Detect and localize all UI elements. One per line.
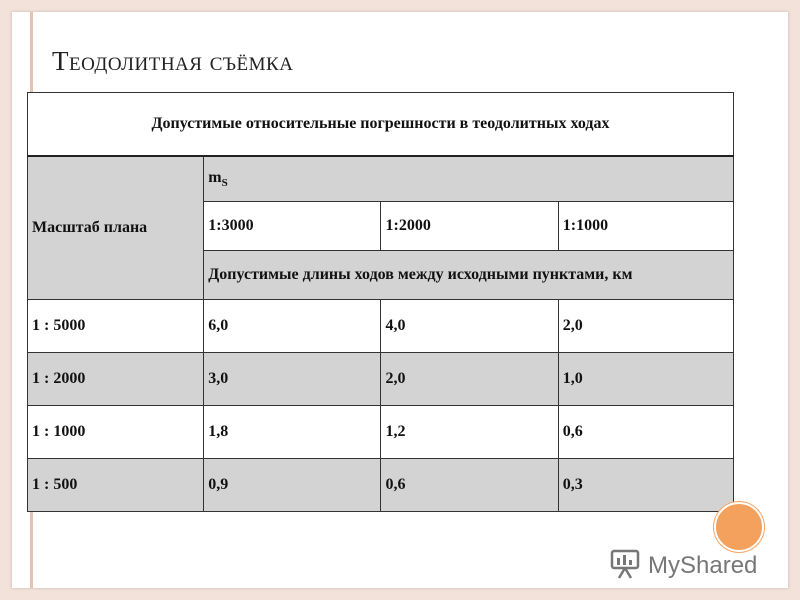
row-value: 1,8 <box>204 406 381 459</box>
row-value: 4,0 <box>381 300 558 353</box>
ms-scale-cell: 1:1000 <box>558 202 733 251</box>
row-scale: 1 : 2000 <box>28 353 204 406</box>
slide-title: Теодолитная съёмка <box>52 46 294 76</box>
ms-scale-cell: 1:3000 <box>204 202 381 251</box>
row-value: 1,0 <box>558 353 733 406</box>
row-scale: 1 : 5000 <box>28 300 204 353</box>
ms-header <box>204 156 734 202</box>
ms-subscript: S <box>221 177 228 190</box>
logo-text: MyShared <box>648 552 758 579</box>
ms-scale-cell: 1:2000 <box>381 202 558 251</box>
row-value: 0,6 <box>558 406 733 459</box>
scale-header: Масштаб плана <box>28 156 204 300</box>
row-value: 0,3 <box>558 459 733 512</box>
row-value: 6,0 <box>204 300 381 353</box>
table-row <box>28 300 734 353</box>
row-scale: 1 : 500 <box>28 459 204 512</box>
row-scale: 1 : 1000 <box>28 406 204 459</box>
row-value: 0,6 <box>381 459 558 512</box>
row-value: 0,9 <box>204 459 381 512</box>
length-note: Допустимые длины ходов между исходными пунктами, км <box>204 251 734 300</box>
row-value: 2,0 <box>381 353 558 406</box>
presentation-board-icon <box>608 547 642 586</box>
row-value: 1,2 <box>381 406 558 459</box>
row-value: 3,0 <box>204 353 381 406</box>
table-row <box>28 459 734 512</box>
table-caption: Допустимые относительные погрешности в теодолитных ходах <box>28 93 734 157</box>
table-row <box>28 406 734 459</box>
myshared-logo <box>608 548 757 584</box>
table-row <box>28 353 734 406</box>
tolerance-table <box>27 92 734 512</box>
ms-symbol: m <box>208 168 222 186</box>
slide <box>12 12 788 588</box>
row-value: 2,0 <box>558 300 733 353</box>
decorative-orange-circle <box>714 502 764 552</box>
